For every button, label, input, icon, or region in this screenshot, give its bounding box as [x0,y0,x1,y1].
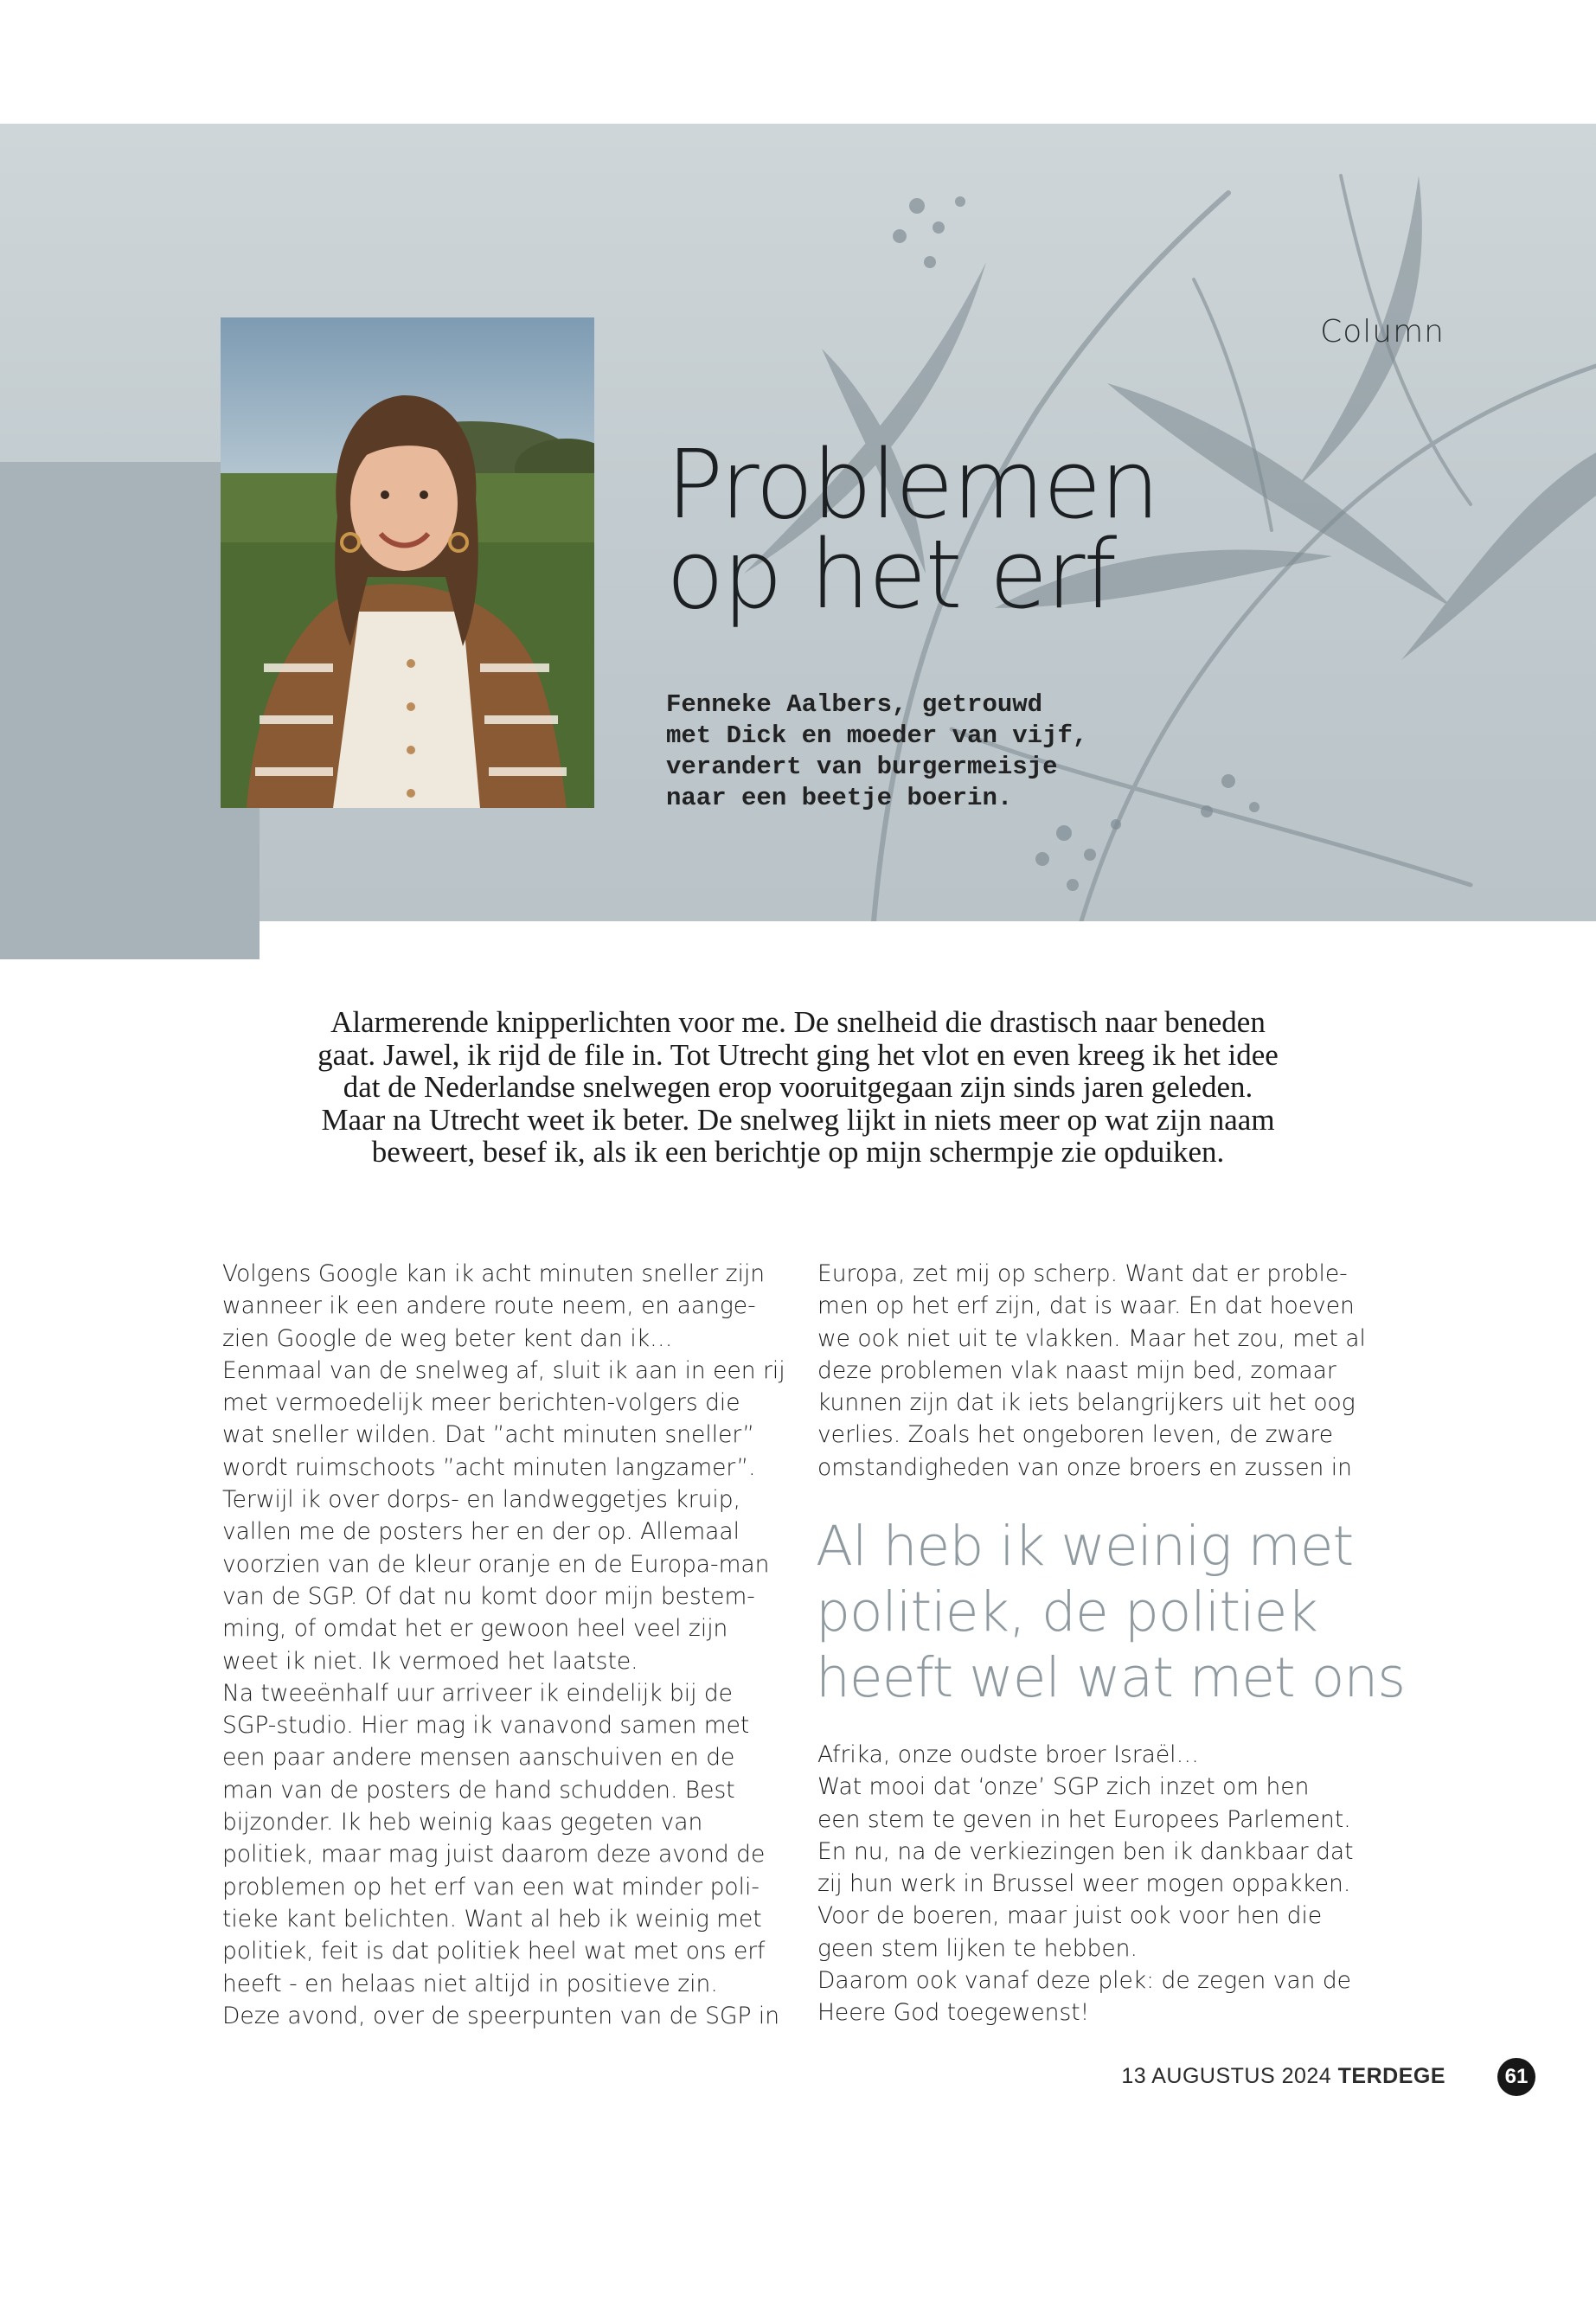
lead-line: Maar na Utrecht weet ik beter. De snelweg lijkt in niets meer op wat zijn naam [321,1102,1275,1137]
body-line: met vermoedelijk meer berichten-volgers die [222,1389,740,1417]
body-line: zien Google de weg beter kent dan ik… [222,1324,673,1352]
body-line: Voor de boeren, maar juist ook voor hen die [817,1902,1323,1930]
article-title-line: op het erf [666,519,1116,630]
body-line: voorzien van de kleur oranje en de Europa-man [222,1550,770,1578]
body-line: Daarom ook vanaf deze plek: de zegen van de [817,1967,1351,1995]
author-intro-line: verandert van burgermeisje [666,753,1058,781]
lead-line: beweert, besef ik, als ik een berichtje op mijn schermpje zie opduiken. [371,1135,1225,1169]
body-line: zij hun werk in Brussel weer mogen oppakken. [817,1870,1351,1898]
body-column-right-top [817,1258,1388,1484]
author-intro-line: naar een beetje boerin. [666,784,1013,812]
body-line: bijzonder. Ik heb weinig kaas gegeten van [222,1809,703,1836]
body-line: Afrika, onze oudste broer Israël… [817,1741,1200,1768]
body-line: men op het erf zijn, dat is waar. En dat hoeven [817,1292,1355,1320]
page-number-badge: 61 [1497,2058,1535,2096]
body-line: omstandigheden van onze broers en zussen in [817,1453,1352,1481]
body-line: Terwijl ik over dorps- en landweggetjes kruip, [222,1486,741,1514]
magazine-name: TERDEGE [1337,2064,1445,2088]
article-title-line: Problemen [666,429,1159,540]
body-line: verlies. Zoals het ongeboren leven, de zware [817,1421,1334,1449]
body-line: kunnen zijn dat ik iets belangrijkers uit het oog [817,1389,1356,1417]
lead-line: dat de Nederlandse snelwegen erop vooruitgegaan zijn sinds jaren geleden. [343,1070,1253,1104]
body-line: En nu, na de verkiezingen ben ik dankbaar dat [817,1837,1354,1865]
body-line: ming, of omdat het er gewoon heel veel zijn [222,1615,728,1643]
pull-quote-line: politiek, de politiek [816,1580,1317,1644]
issue-date: 13 AUGUSTUS 2024 [1121,2064,1332,2088]
body-column-left [222,1258,793,2032]
body-line: politiek, maar mag juist daarom deze avond de [222,1841,766,1868]
body-line: Volgens Google kan ik acht minuten sneller zijn [222,1260,766,1287]
body-line: we ook niet uit te vlakken. Maar het zou, met al [817,1324,1366,1352]
body-line: wat sneller wilden. Dat ”acht minuten sneller” [222,1421,755,1449]
body-line: Europa, zet mij op scherp. Want dat er proble- [817,1260,1348,1287]
lead-line: Alarmerende knipperlichten voor me. De snelheid die drastisch naar beneden [330,1005,1266,1039]
body-line: een paar andere mensen aanschuiven en de [222,1744,735,1772]
body-line: tieke kant belichten. Want al heb ik weinig met [222,1905,762,1932]
body-line: van de SGP. Of dat nu komt door mijn bestem- [222,1582,755,1610]
pull-quote [816,1514,1404,1711]
author-portrait-photo [221,317,594,808]
body-line: vallen me de posters her en der op. Allemaal [222,1518,740,1546]
pull-quote-line: heeft wel wat met ons [816,1646,1406,1709]
body-line: Na tweeënhalf uur arriveer ik eindelijk bij de [222,1679,733,1707]
body-line: geen stem lijken te hebben. [817,1934,1138,1962]
body-line: wanneer ik een andere route neem, en aange- [222,1292,756,1320]
body-line: Eenmaal van de snelweg af, sluit ik aan in een rij [222,1356,785,1384]
author-intro-line: Fenneke Aalbers, getrouwd [666,690,1043,719]
footer-issue-info [1121,2064,1445,2089]
body-line: SGP-studio. Hier mag ik vanavond samen met [222,1712,750,1740]
body-line: heeft - en helaas niet altijd in positieve zin. [222,1970,718,1997]
body-line: Deze avond, over de speerpunten van de SGP in [222,2002,780,2029]
body-column-right-bottom [817,1739,1388,2029]
pull-quote-line: Al heb ik weinig met [816,1515,1354,1578]
section-label: Column [1320,314,1445,349]
body-line: Wat mooi dat ‘onze’ SGP zich inzet om hen [817,1773,1310,1801]
body-line: deze problemen vlak naast mijn bed, zomaar [817,1356,1336,1384]
author-intro-line: met Dick en moeder van vijf, [666,721,1088,750]
lead-line: gaat. Jawel, ik rijd de file in. Tot Utrecht ging het vlot en even kreeg ik het idee [317,1037,1279,1072]
body-line: problemen op het erf van een wat minder poli- [222,1873,760,1900]
body-line: weet ik niet. Ik vermoed het laatste. [222,1647,638,1675]
body-line: Heere God toegewenst! [817,1999,1090,2027]
body-line: man van de posters de hand schudden. Best [222,1776,735,1804]
lead-paragraph [208,1006,1388,1169]
body-line: wordt ruimschoots ”acht minuten langzamer”. [222,1453,756,1481]
body-line: politiek, feit is dat politiek heel wat met ons erf [222,1938,766,1965]
author-intro [666,689,1202,814]
body-line: een stem te geven in het Europees Parlement. [817,1805,1351,1833]
article-title [666,429,1220,630]
